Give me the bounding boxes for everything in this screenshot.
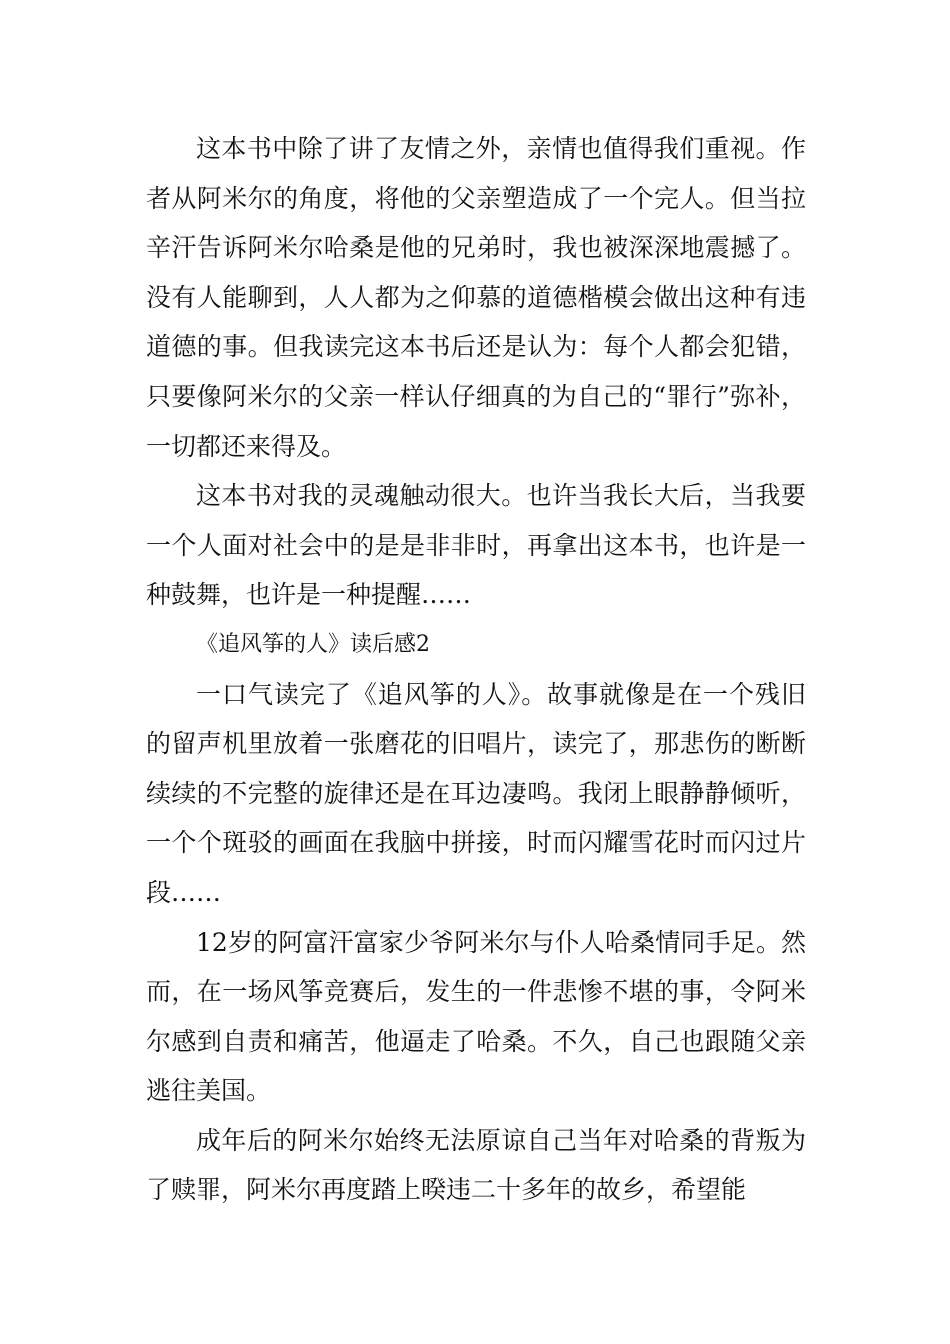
paragraph-soul-touched: 这本书对我的灵魂触动很大。也许当我长大后，当我要一个人面对社会中的是是非非时，再拿出这本书，也许是一种鼓舞，也许是一种提醒…… — [146, 481, 806, 610]
document-page — [146, 124, 806, 1215]
paragraph-family-love: 这本书中除了讲了友情之外，亲情也值得我们重视。作者从阿米尔的角度，将他的父亲塑造成了一个完人。但当拉辛汗告诉阿米尔哈桑是他的兄弟时，我也被深深地震撼了。没有人能聊到，人人都为之仰慕的道德楷模会做出这种有违道德的事。但我读完这本书后还是认为：每个人都会犯错，只要像阿米尔的父亲一样认仔细真的为自己的“罪行”弥补，一切都还来得及。 — [146, 134, 806, 461]
paragraph-amir-and-hassan: 12岁的阿富汗富家少爷阿米尔与仆人哈桑情同手足。然而，在一场风筝竞赛后，发生的一件悲惨不堪的事，令阿米尔感到自责和痛苦，他逼走了哈桑。不久，自己也跟随父亲逃往美国。 — [146, 927, 806, 1106]
paragraph-atonement: 成年后的阿米尔始终无法原谅自己当年对哈桑的背叛为了赎罪，阿米尔再度踏上暌违二十多年的故乡，希望能 — [146, 1125, 806, 1205]
paragraph-read-in-one-breath: 一口气读完了《追风筝的人》。故事就像是在一个残旧的留声机里放着一张磨花的旧唱片，读完了，那悲伤的断断续续的不完整的旋律还是在耳边凄鸣。我闭上眼静静倾听，一个个斑驳的画面在我脑中拼接，时而闪耀雪花时而闪过片段…… — [146, 679, 806, 907]
section-heading: 《追风筝的人》读后感2 — [196, 631, 430, 657]
